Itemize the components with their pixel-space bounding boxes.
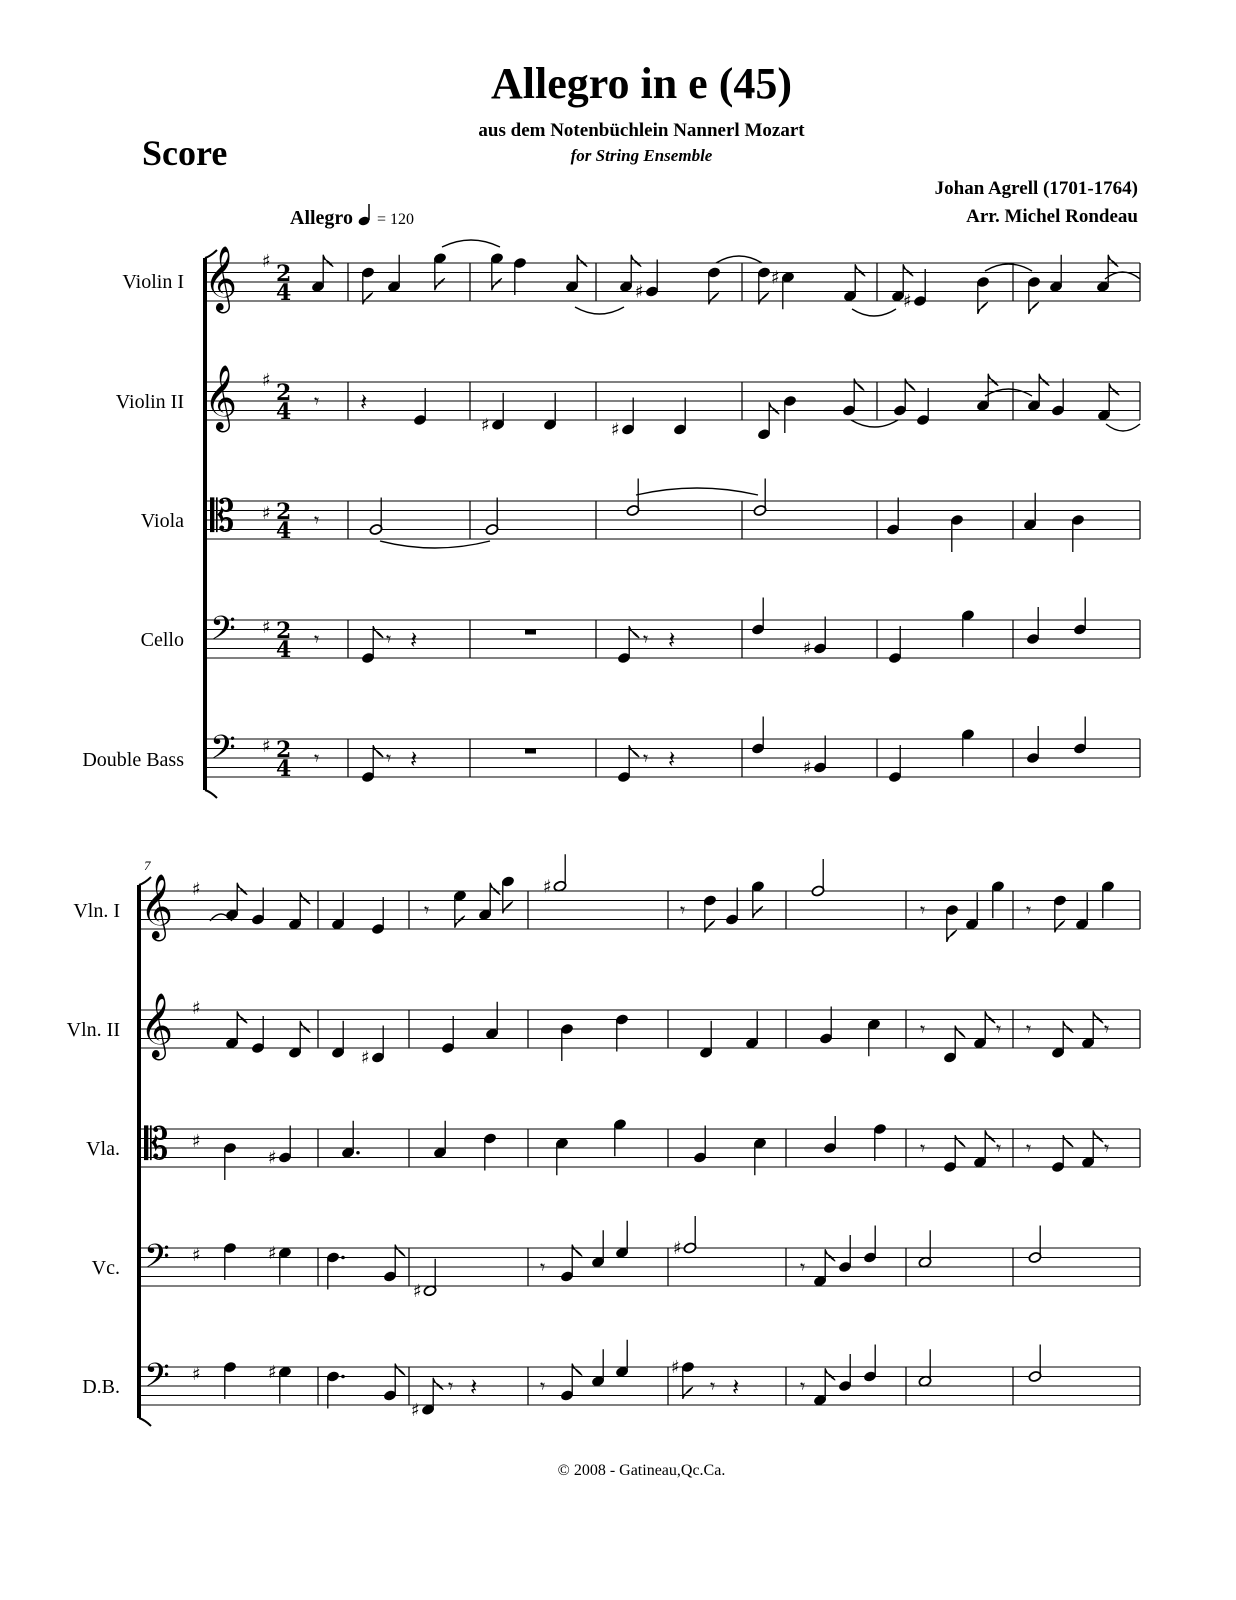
note-flag	[300, 892, 310, 904]
page-title: Allegro in e (45)	[490, 59, 793, 108]
instrument-label: Vc.	[91, 1257, 120, 1279]
tie	[442, 240, 500, 247]
note-flag	[1108, 255, 1118, 267]
time-signature-bottom: 4	[276, 637, 292, 663]
note-flag	[1063, 1135, 1073, 1147]
note-flag	[237, 883, 247, 895]
dot	[356, 1151, 360, 1155]
bass-clef-icon: 𝄢	[144, 1238, 170, 1284]
note-flag	[855, 264, 865, 276]
eighth-rest-icon: 𝄾	[643, 746, 649, 770]
eighth-rest-icon: 𝄾	[314, 508, 320, 532]
eighth-rest-icon: 𝄾	[1026, 898, 1032, 922]
eighth-rest-icon: 𝄾	[314, 389, 320, 413]
tie	[380, 541, 490, 548]
note-flag	[455, 916, 465, 928]
note-flag	[572, 1245, 582, 1257]
note-flag	[988, 374, 998, 386]
sharp-icon: ♯	[268, 1242, 277, 1264]
sharp-icon: ♯	[611, 419, 620, 441]
note-flag	[572, 1364, 582, 1376]
time-signature-top: 2	[276, 499, 292, 525]
composer: Johan Agrell (1701-1764)	[934, 178, 1138, 199]
measure-number: 7	[144, 858, 151, 873]
note-flag	[1109, 383, 1119, 395]
tie	[716, 256, 762, 263]
sharp-icon: ♯	[673, 1238, 682, 1259]
time-signature-top: 2	[276, 261, 292, 287]
eighth-rest-icon: 𝄾	[1104, 1017, 1110, 1041]
note-flag	[395, 1364, 405, 1376]
eighth-rest-icon: 𝄾	[386, 627, 392, 651]
eighth-rest-icon: 𝄾	[643, 627, 649, 651]
quarter-rest-icon: 𝄽	[732, 1373, 740, 1401]
instrument-label: Double Bass	[82, 749, 184, 771]
note-flag	[631, 255, 641, 267]
key-signature-sharp-icon: ♯	[192, 1245, 201, 1266]
note-flag	[759, 293, 769, 305]
sharp-icon: ♯	[671, 1357, 680, 1378]
note-flag	[978, 302, 988, 314]
sharp-icon: ♯	[903, 291, 912, 312]
note-flag	[1093, 1130, 1103, 1142]
alto-clef-icon: 𝄡	[144, 1119, 169, 1170]
note-flag	[705, 921, 715, 933]
arranger: Arr. Michel Rondeau	[966, 206, 1138, 227]
instrument-label: Vln. I	[73, 900, 120, 922]
bass-clef-icon: 𝄢	[210, 729, 236, 775]
quarter-rest-icon: 𝄽	[668, 745, 676, 773]
time-signature-bottom: 4	[276, 756, 292, 782]
sharp-icon: ♯	[803, 757, 812, 779]
eighth-rest-icon: 𝄾	[710, 1374, 716, 1398]
instrument-label: Cello	[140, 629, 184, 651]
system-bracket-cap	[205, 790, 217, 798]
quarter-rest-icon: 𝄽	[668, 626, 676, 654]
tie	[1105, 272, 1140, 279]
tie	[852, 309, 896, 316]
key-signature-sharp-icon: ♯	[262, 617, 271, 638]
time-signature-top: 2	[276, 380, 292, 406]
note-flag	[1093, 1011, 1103, 1023]
note-flag	[435, 278, 445, 290]
note-flag	[1063, 1021, 1073, 1033]
tempo-bpm: = 120	[376, 211, 414, 228]
note-flag	[825, 1249, 835, 1261]
key-signature-sharp-icon: ♯	[192, 1131, 201, 1152]
note-flag	[947, 930, 957, 942]
note-flag	[363, 293, 373, 305]
key-signature-sharp-icon: ♯	[192, 1364, 201, 1385]
note-flag	[577, 255, 587, 267]
score-label: Score	[142, 133, 228, 173]
eighth-rest-icon: 𝄾	[448, 1374, 454, 1398]
eighth-rest-icon: 𝄾	[314, 746, 320, 770]
note-flag	[769, 402, 779, 414]
note-flag	[753, 906, 763, 918]
system-bracket-cap	[139, 1418, 151, 1426]
instrument-label: Violin II	[115, 391, 184, 413]
eighth-rest-icon: 𝄾	[1026, 1136, 1032, 1160]
note-flag	[629, 745, 639, 757]
quarter-rest-icon: 𝄽	[470, 1373, 478, 1401]
subtitle: aus dem Notenbüchlein Nannerl Mozart	[478, 120, 805, 141]
note-flag	[373, 745, 383, 757]
quarter-rest-icon: 𝄽	[410, 626, 418, 654]
eighth-rest-icon: 𝄾	[540, 1255, 546, 1279]
key-signature-sharp-icon: ♯	[262, 251, 271, 272]
key-signature-sharp-icon: ♯	[262, 370, 271, 391]
whole-rest-icon	[525, 630, 536, 635]
note-flag	[300, 1021, 310, 1033]
alto-clef-icon: 𝄡	[210, 491, 235, 542]
bass-clef-icon: 𝄢	[210, 610, 236, 656]
tie	[985, 389, 1032, 396]
tie	[985, 264, 1032, 271]
note-flag	[985, 1130, 995, 1142]
tie	[851, 420, 898, 427]
note-flag	[490, 883, 500, 895]
quarter-rest-icon: 𝄽	[410, 745, 418, 773]
note-flag	[1029, 302, 1039, 314]
instrument-label: Vln. II	[66, 1019, 120, 1041]
note-flag	[373, 626, 383, 638]
sharp-icon: ♯	[635, 281, 644, 303]
eighth-rest-icon: 𝄾	[540, 1374, 546, 1398]
note-flag	[955, 1026, 965, 1038]
eighth-rest-icon: 𝄾	[1026, 1017, 1032, 1041]
key-signature-sharp-icon: ♯	[192, 998, 201, 1019]
dot	[341, 1256, 345, 1260]
eighth-rest-icon: 𝄾	[1104, 1136, 1110, 1160]
quarter-rest-icon: 𝄽	[360, 388, 368, 416]
key-signature-sharp-icon: ♯	[262, 736, 271, 757]
key-signature-sharp-icon: ♯	[192, 879, 201, 900]
tie	[636, 488, 758, 495]
note-flag	[854, 379, 864, 391]
sharp-icon: ♯	[268, 1361, 277, 1383]
sharp-icon: ♯	[411, 1399, 420, 1421]
treble-clef-icon: 𝄞	[204, 246, 238, 311]
sharp-icon: ♯	[771, 267, 780, 289]
sharp-icon: ♯	[413, 1280, 422, 1302]
note-flag	[1055, 921, 1065, 933]
time-signature-bottom: 4	[276, 399, 292, 425]
instrument-label: D.B.	[82, 1376, 120, 1398]
note-flag	[709, 293, 719, 305]
sharp-icon: ♯	[268, 1147, 277, 1169]
sharp-icon: ♯	[481, 414, 490, 436]
note-flag	[903, 264, 913, 276]
note-flag	[955, 1135, 965, 1147]
note-flag	[433, 1378, 443, 1390]
note-flag	[237, 1011, 247, 1023]
sharp-icon: ♯	[543, 876, 552, 898]
tempo-text: Allegro	[290, 207, 353, 229]
note-flag	[683, 1387, 693, 1399]
eighth-rest-icon: 𝄾	[920, 1136, 926, 1160]
sharp-icon: ♯	[803, 638, 812, 660]
key-signature-sharp-icon: ♯	[262, 503, 271, 524]
note-flag	[395, 1245, 405, 1257]
tie	[575, 307, 624, 314]
time-signature-bottom: 4	[276, 280, 292, 306]
note-flag	[629, 626, 639, 638]
instrumentation-note: for String Ensemble	[570, 146, 713, 165]
sharp-icon: ♯	[361, 1047, 370, 1069]
note-flag	[985, 1011, 995, 1023]
dot	[341, 1375, 345, 1379]
note-flag	[1039, 374, 1049, 386]
bass-clef-icon: 𝄢	[144, 1357, 170, 1403]
time-signature-top: 2	[276, 737, 292, 763]
time-signature-top: 2	[276, 618, 292, 644]
eighth-rest-icon: 𝄾	[996, 1017, 1002, 1041]
eighth-rest-icon: 𝄾	[920, 1017, 926, 1041]
note-flag	[503, 902, 513, 914]
note-flag	[825, 1368, 835, 1380]
instrument-label: Viola	[140, 510, 184, 532]
eighth-rest-icon: 𝄾	[996, 1136, 1002, 1160]
eighth-rest-icon: 𝄾	[800, 1374, 806, 1398]
copyright: © 2008 - Gatineau,Qc.Ca.	[557, 1462, 726, 1479]
note-flag	[905, 379, 915, 391]
note-flag	[492, 278, 502, 290]
tie	[1106, 424, 1140, 431]
instrument-label: Violin I	[122, 271, 184, 293]
treble-clef-icon: 𝄞	[140, 874, 174, 939]
treble-clef-icon: 𝄞	[140, 993, 174, 1058]
time-signature-bottom: 4	[276, 518, 292, 544]
eighth-rest-icon: 𝄾	[920, 898, 926, 922]
note-flag	[323, 255, 333, 267]
whole-rest-icon	[525, 749, 536, 754]
eighth-rest-icon: 𝄾	[680, 898, 686, 922]
eighth-rest-icon: 𝄾	[386, 746, 392, 770]
instrument-label: Vla.	[86, 1138, 120, 1160]
eighth-rest-icon: 𝄾	[424, 898, 430, 922]
eighth-rest-icon: 𝄾	[800, 1255, 806, 1279]
eighth-rest-icon: 𝄾	[314, 627, 320, 651]
treble-clef-icon: 𝄞	[204, 365, 238, 430]
